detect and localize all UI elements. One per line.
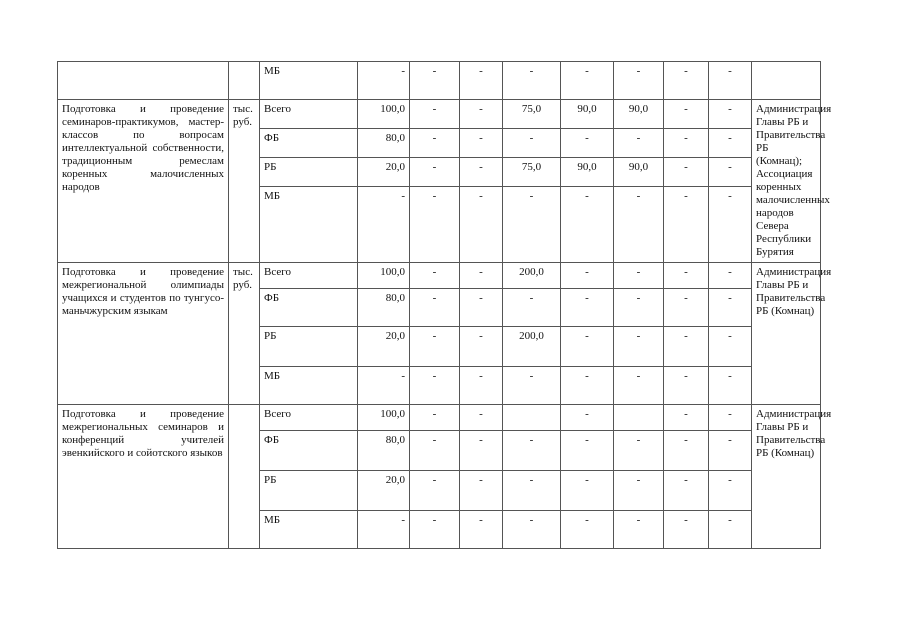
year-value-cell: 75,0 (503, 158, 561, 187)
year-value-cell: - (410, 187, 460, 263)
table-row (58, 263, 821, 289)
year-value-cell: - (709, 62, 752, 100)
total-cell: - (358, 187, 410, 263)
year-value-cell: - (664, 511, 709, 549)
year-value-cell: - (709, 327, 752, 367)
year-value-cell: - (561, 129, 614, 158)
total-cell: 100,0 (358, 263, 410, 289)
year-value-cell: - (410, 100, 460, 129)
year-value-cell: - (410, 62, 460, 100)
year-value-cell: - (503, 129, 561, 158)
year-value-cell: - (709, 431, 752, 471)
year-value-cell: - (664, 289, 709, 327)
year-value-cell: - (503, 471, 561, 511)
total-cell: 80,0 (358, 289, 410, 327)
year-value-cell: - (664, 62, 709, 100)
measure-name-cell: Подготовка и проведение семинаров-практикумов, мастер-классов по вопросам интеллектуальной собственности, традиционным ремеслам коренных малочисленных народов (58, 100, 229, 263)
year-value-cell: 200,0 (503, 327, 561, 367)
year-value-cell: - (410, 289, 460, 327)
year-value-cell: - (460, 100, 503, 129)
source-cell: Всего (260, 100, 358, 129)
source-cell: РБ (260, 158, 358, 187)
source-cell: МБ (260, 62, 358, 100)
year-value-cell: - (614, 367, 664, 405)
total-cell: 80,0 (358, 129, 410, 158)
year-value-cell: - (460, 367, 503, 405)
year-value-cell: 75,0 (503, 100, 561, 129)
total-cell: 20,0 (358, 158, 410, 187)
year-value-cell: - (561, 62, 614, 100)
table-row (58, 62, 821, 100)
year-value-cell: - (561, 511, 614, 549)
year-value-cell: - (460, 327, 503, 367)
table-row (58, 405, 821, 431)
year-value-cell: - (709, 405, 752, 431)
year-value-cell: - (561, 263, 614, 289)
source-cell: МБ (260, 367, 358, 405)
year-value-cell: - (410, 511, 460, 549)
year-value-cell: - (664, 405, 709, 431)
year-value-cell: - (614, 129, 664, 158)
year-value-cell: - (614, 187, 664, 263)
year-value-cell: - (503, 431, 561, 471)
year-value-cell: - (614, 289, 664, 327)
total-cell: - (358, 367, 410, 405)
year-value-cell: - (561, 327, 614, 367)
year-value-cell: - (709, 129, 752, 158)
source-cell: РБ (260, 471, 358, 511)
responsible-org-cell: Администрация Главы РБ и Правительства РБ (Комнац) (752, 263, 821, 405)
year-value-cell: - (460, 511, 503, 549)
year-value-cell: - (410, 129, 460, 158)
total-cell: 80,0 (358, 431, 410, 471)
year-value-cell: - (664, 471, 709, 511)
year-value-cell: - (460, 158, 503, 187)
responsible-org-cell: Администрация Главы РБ и Правительства РБ (Комнац) (752, 405, 821, 549)
source-cell: РБ (260, 327, 358, 367)
year-value-cell: 90,0 (614, 100, 664, 129)
year-value-cell: - (709, 158, 752, 187)
year-value-cell: - (561, 405, 614, 431)
year-value-cell: - (664, 367, 709, 405)
source-cell: Всего (260, 263, 358, 289)
year-value-cell: - (561, 289, 614, 327)
unit-cell (229, 405, 260, 549)
measure-name-cell: Подготовка и проведение межрегиональных семинаров и конференций учителей эвенкийского и сойотского языков (58, 405, 229, 549)
total-cell: 20,0 (358, 471, 410, 511)
year-value-cell: - (614, 431, 664, 471)
year-value-cell: - (460, 289, 503, 327)
year-value-cell: - (503, 511, 561, 549)
budget-table (57, 61, 832, 549)
year-value-cell: - (503, 289, 561, 327)
year-value-cell: - (561, 367, 614, 405)
source-cell: ФБ (260, 431, 358, 471)
year-value-cell: - (410, 471, 460, 511)
measure-name-cell: Подготовка и проведение межрегиональной олимпиады учащихся и студентов по тунгусо-маньчжурским языкам (58, 263, 229, 405)
total-cell: 20,0 (358, 327, 410, 367)
year-value-cell: - (709, 511, 752, 549)
year-value-cell: - (614, 62, 664, 100)
year-value-cell: - (664, 187, 709, 263)
year-value-cell: - (410, 158, 460, 187)
year-value-cell: - (561, 187, 614, 263)
year-value-cell: - (460, 263, 503, 289)
year-value-cell: - (664, 100, 709, 129)
measure-name-cell (58, 62, 229, 100)
source-cell: ФБ (260, 129, 358, 158)
year-value-cell: - (410, 367, 460, 405)
year-value-cell: - (460, 62, 503, 100)
year-value-cell: - (460, 431, 503, 471)
year-value-cell (503, 405, 561, 431)
year-value-cell: - (503, 62, 561, 100)
year-value-cell: - (664, 327, 709, 367)
year-value-cell: - (410, 263, 460, 289)
year-value-cell: 90,0 (561, 100, 614, 129)
year-value-cell: - (410, 405, 460, 431)
year-value-cell: - (709, 471, 752, 511)
year-value-cell: - (410, 327, 460, 367)
year-value-cell: 90,0 (614, 158, 664, 187)
year-value-cell: - (503, 187, 561, 263)
source-cell: МБ (260, 511, 358, 549)
table-row (58, 100, 821, 129)
year-value-cell: - (709, 100, 752, 129)
responsible-org-cell (752, 62, 821, 100)
year-value-cell: - (614, 263, 664, 289)
unit-cell: тыс. руб. (229, 100, 260, 263)
year-value-cell: 90,0 (561, 158, 614, 187)
year-value-cell: - (664, 431, 709, 471)
year-value-cell: 200,0 (503, 263, 561, 289)
source-cell: ФБ (260, 289, 358, 327)
year-value-cell: - (460, 129, 503, 158)
year-value-cell: - (614, 327, 664, 367)
year-value-cell: - (460, 405, 503, 431)
year-value-cell: - (614, 471, 664, 511)
responsible-org-cell: Администрация Главы РБ и Правительства РБ (Комнац); Ассоциация коренных малочисленных народов Севера Республики Бурятия (752, 100, 821, 263)
unit-cell: тыс. руб. (229, 263, 260, 405)
year-value-cell: - (709, 187, 752, 263)
year-value-cell: - (410, 431, 460, 471)
year-value-cell: - (664, 129, 709, 158)
total-cell: - (358, 62, 410, 100)
year-value-cell: - (460, 187, 503, 263)
year-value-cell: - (709, 263, 752, 289)
total-cell: 100,0 (358, 405, 410, 431)
year-value-cell (614, 405, 664, 431)
year-value-cell: - (614, 511, 664, 549)
year-value-cell: - (664, 158, 709, 187)
year-value-cell: - (709, 367, 752, 405)
source-cell: МБ (260, 187, 358, 263)
year-value-cell: - (709, 289, 752, 327)
source-cell: Всего (260, 405, 358, 431)
unit-cell (229, 62, 260, 100)
year-value-cell: - (503, 367, 561, 405)
year-value-cell: - (460, 471, 503, 511)
total-cell: 100,0 (358, 100, 410, 129)
total-cell: - (358, 511, 410, 549)
year-value-cell: - (561, 471, 614, 511)
year-value-cell: - (664, 263, 709, 289)
year-value-cell: - (561, 431, 614, 471)
